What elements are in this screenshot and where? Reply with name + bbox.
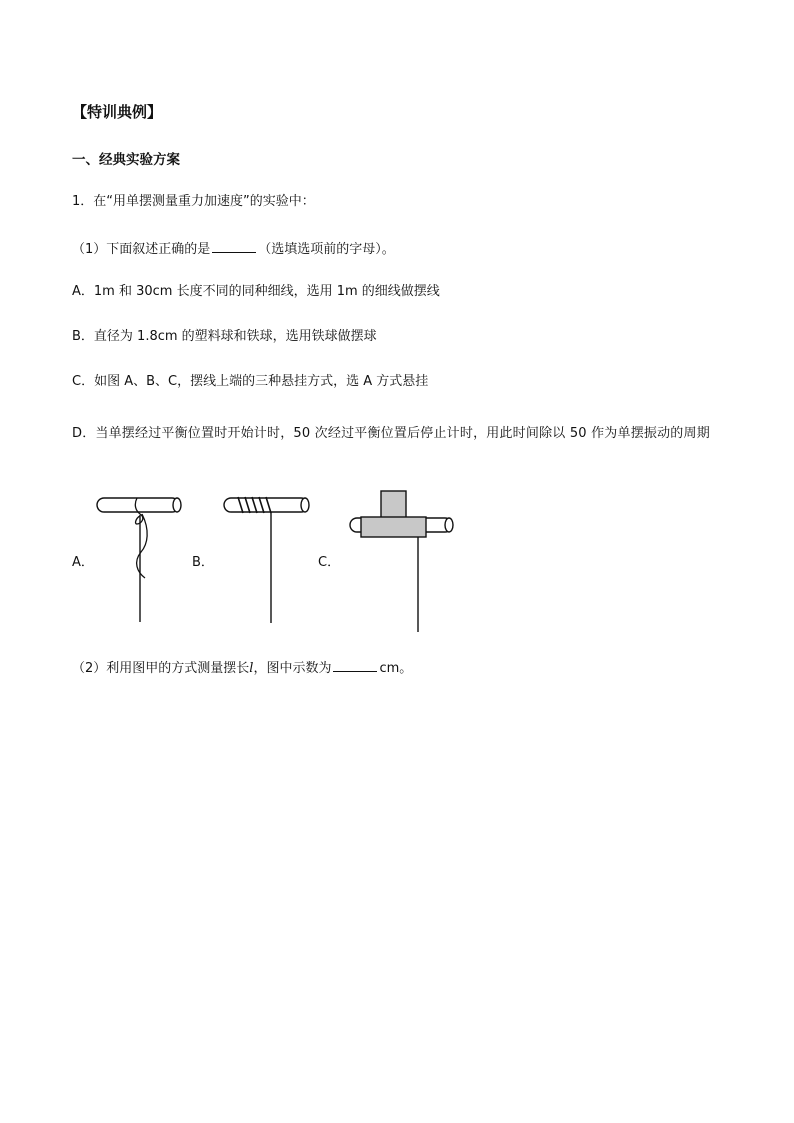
option-c: C．如图 A、B、C，摆线上端的三种悬挂方式，选 A 方式悬挂 bbox=[72, 374, 429, 389]
part2-middle: ，图中示数为 bbox=[253, 661, 332, 676]
answer-blank-1 bbox=[212, 239, 256, 253]
figure-b-wound-thread bbox=[224, 497, 309, 623]
question-part1 bbox=[72, 239, 395, 258]
part1-prefix: （1）下面叙述正确的是 bbox=[72, 242, 211, 257]
figure-label-a: A． bbox=[72, 555, 94, 570]
part2-suffix: cm。 bbox=[379, 661, 413, 676]
length-symbol: l bbox=[249, 661, 254, 676]
figure-c-clamp bbox=[350, 491, 453, 632]
option-a: A．1m 和 30cm 长度不同的同种细线，选用 1m 的细线做摆线 bbox=[72, 284, 440, 299]
answer-blank-2 bbox=[333, 658, 377, 672]
option-d: D．当单摆经过平衡位置时开始计时，50 次经过平衡位置后停止计时，用此时间除以 50 作为单摆振动的周期 bbox=[72, 426, 710, 441]
part1-suffix: （选填选项前的字母）。 bbox=[258, 242, 395, 257]
figure-label-c: C． bbox=[318, 555, 341, 570]
figure-a-loose-knot bbox=[97, 498, 181, 622]
suspension-figures bbox=[0, 480, 794, 640]
part2-prefix: （2）利用图甲的方式测量摆长 bbox=[72, 661, 250, 676]
figure-label-b: B． bbox=[192, 555, 214, 570]
question-part2 bbox=[72, 658, 412, 677]
heading: 【特训典例】 bbox=[72, 103, 163, 121]
question-stem: 1．在“用单摆测量重力加速度”的实验中： bbox=[72, 194, 315, 209]
section-title: 一、经典实验方案 bbox=[72, 152, 180, 168]
option-b: B．直径为 1.8cm 的塑料球和铁球，选用铁球做摆球 bbox=[72, 329, 377, 344]
